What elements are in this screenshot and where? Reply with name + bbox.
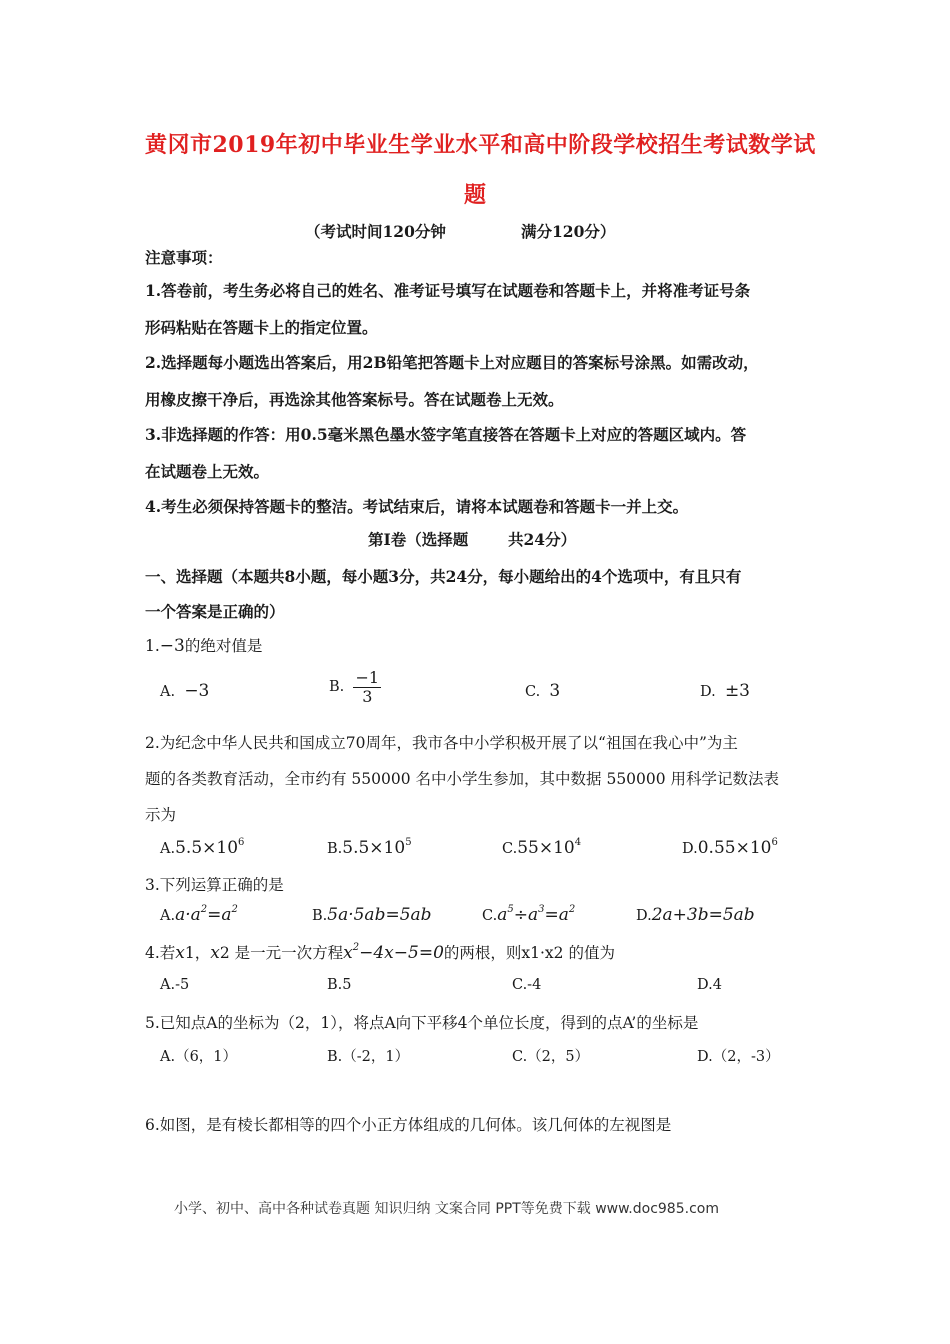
option-letter: A. bbox=[160, 841, 176, 857]
equation-tail: −4x−5=0 bbox=[359, 943, 444, 963]
q5-option-c: C.（2，5） bbox=[512, 1049, 590, 1065]
option-letter: C. bbox=[502, 841, 518, 857]
q3-option-c bbox=[482, 905, 575, 925]
q5-option-a: A.（6，1） bbox=[160, 1049, 238, 1065]
notice-line: 4.考生必须保持答题卡的整洁。考试结束后，请将本试题卷和答题卡一并上交。 bbox=[145, 497, 689, 516]
q1-option-b bbox=[329, 669, 381, 705]
question-1-expression: −3 bbox=[159, 636, 185, 656]
q4-option-c: C.-4 bbox=[512, 977, 542, 993]
notice-line: 形码粘贴在答题卡上的指定位置。 bbox=[145, 318, 378, 337]
q1-option-a bbox=[160, 681, 209, 701]
notice-heading: 注意事项： bbox=[145, 248, 223, 267]
question-2-line2: 题的各类教育活动，全市约有 550000 名中小学生参加，其中数据 550000 用科学记数法表 bbox=[145, 770, 780, 788]
exam-time: （考试时间120分钟 bbox=[305, 222, 446, 241]
question-4-text: 2 是一元一次方程 bbox=[219, 944, 344, 962]
option-letter: B. bbox=[327, 841, 343, 857]
question-4-text: 的两根，则x1·x2 的值为 bbox=[443, 944, 615, 962]
q3-option-d bbox=[636, 905, 755, 925]
fraction-numerator: −1 bbox=[355, 668, 380, 687]
q2-option-b bbox=[327, 838, 412, 858]
page-footer: 小学、初中、高中各种试卷真题 知识归纳 文案合同 PPT等免费下载 www.doc985.com bbox=[174, 1201, 719, 1217]
question-4 bbox=[145, 941, 615, 963]
equation: $x^2-4x-5=0$ bbox=[343, 942, 444, 963]
option-mantissa: 5.5×10 bbox=[342, 838, 406, 858]
option-letter: C. bbox=[482, 908, 498, 924]
option-value: 3 bbox=[549, 681, 561, 701]
question-1-number: 1. bbox=[145, 637, 160, 655]
option-letter: A. bbox=[160, 908, 176, 924]
notice-line: 用橡皮擦干净后，再选涂其他答案标号。答在试题卷上无效。 bbox=[145, 390, 564, 409]
option-letter: A. bbox=[160, 684, 176, 700]
option-letter: D. bbox=[636, 908, 652, 924]
question-2-line1: 2.为纪念中华人民共和国成立70周年，我市各中小学积极开展了以“祖国在我心中”为主 bbox=[145, 734, 738, 752]
option-letter: C. bbox=[525, 684, 541, 700]
fraction bbox=[353, 669, 381, 705]
option-value: ±3 bbox=[724, 681, 750, 701]
notice-line: 3.非选择题的作答：用0.5毫米黑色墨水签字笔直接答在答题卡上对应的答题区域内。答 bbox=[145, 425, 747, 444]
section-score: 共24分） bbox=[508, 530, 577, 549]
question-4-text: 1， bbox=[184, 944, 211, 962]
notice-line: 1.答卷前，考生务必将自己的姓名、准考证号填写在试题卷和答题卡上，并将准考证号条 bbox=[145, 281, 751, 300]
q2-option-d bbox=[682, 838, 778, 858]
option-expression: 2a+3b=5ab bbox=[651, 905, 755, 925]
question-3: 3.下列运算正确的是 bbox=[145, 876, 284, 894]
q4-option-b: B.5 bbox=[327, 977, 352, 993]
variable-x: x bbox=[210, 943, 220, 963]
document-title-line2: 题 bbox=[464, 182, 487, 208]
variable-x: x bbox=[175, 943, 185, 963]
q1-option-c bbox=[525, 681, 560, 701]
question-2-line3: 示为 bbox=[145, 806, 177, 824]
option-exponent: 4 bbox=[574, 837, 582, 848]
option-mantissa: 5.5×10 bbox=[175, 838, 239, 858]
fraction-denominator: 3 bbox=[362, 686, 373, 706]
option-exponent: 6 bbox=[238, 837, 245, 848]
q1-option-d bbox=[700, 681, 750, 701]
q2-option-a bbox=[160, 838, 244, 858]
question-1 bbox=[145, 634, 262, 656]
full-score: 满分120分） bbox=[521, 222, 616, 241]
option-expression: 5a·5ab=5ab bbox=[327, 905, 432, 925]
option-value: −3 bbox=[184, 681, 210, 701]
question-1-text: 的绝对值是 bbox=[184, 637, 263, 655]
option-letter: B. bbox=[312, 908, 328, 924]
option-mantissa: 0.55×10 bbox=[697, 838, 772, 858]
q3-option-b bbox=[312, 905, 432, 925]
q3-option-a bbox=[160, 905, 238, 925]
option-letter: D. bbox=[682, 841, 698, 857]
q4-option-a: A.-5 bbox=[160, 977, 190, 993]
part1-instructions-line1: 一、选择题（本题共8小题，每小题3分，共24分，每小题给出的4个选项中，有且只有 bbox=[145, 567, 742, 586]
q2-option-c bbox=[502, 838, 581, 858]
notice-line: 2.选择题每小题选出答案后，用2B铅笔把答题卡上对应题目的答案标号涂黑。如需改动， bbox=[145, 353, 759, 372]
option-letter: D. bbox=[700, 684, 716, 700]
part1-instructions-line2: 一个答案是正确的） bbox=[145, 602, 285, 621]
q5-option-b: B.（-2，1） bbox=[327, 1049, 410, 1065]
question-5: 5.已知点A的坐标为（2，1），将点A向下平移4个单位长度，得到的点A’的坐标是 bbox=[145, 1014, 699, 1032]
option-letter: B. bbox=[329, 679, 345, 696]
option-exponent: 6 bbox=[771, 837, 778, 848]
section-title: 第Ⅰ卷（选择题 bbox=[368, 530, 469, 549]
q5-option-d: D.（2，-3） bbox=[697, 1049, 780, 1065]
document-title-line1: 黄冈市2019年初中毕业生学业水平和高中阶段学校招生考试数学试 bbox=[145, 132, 816, 158]
q4-option-d: D.4 bbox=[697, 977, 722, 993]
question-6: 6.如图，是有棱长都相等的四个小正方体组成的几何体。该几何体的左视图是 bbox=[145, 1116, 672, 1134]
option-mantissa: 55×10 bbox=[517, 838, 575, 858]
question-4-text: 4.若 bbox=[145, 944, 176, 962]
option-exponent: 5 bbox=[405, 837, 412, 848]
notice-line: 在试题卷上无效。 bbox=[145, 462, 270, 481]
option-expression: $a\cdot a^2=a^2$ bbox=[175, 904, 238, 925]
option-expression: $a^5\div a^3=a^2$ bbox=[497, 904, 576, 925]
